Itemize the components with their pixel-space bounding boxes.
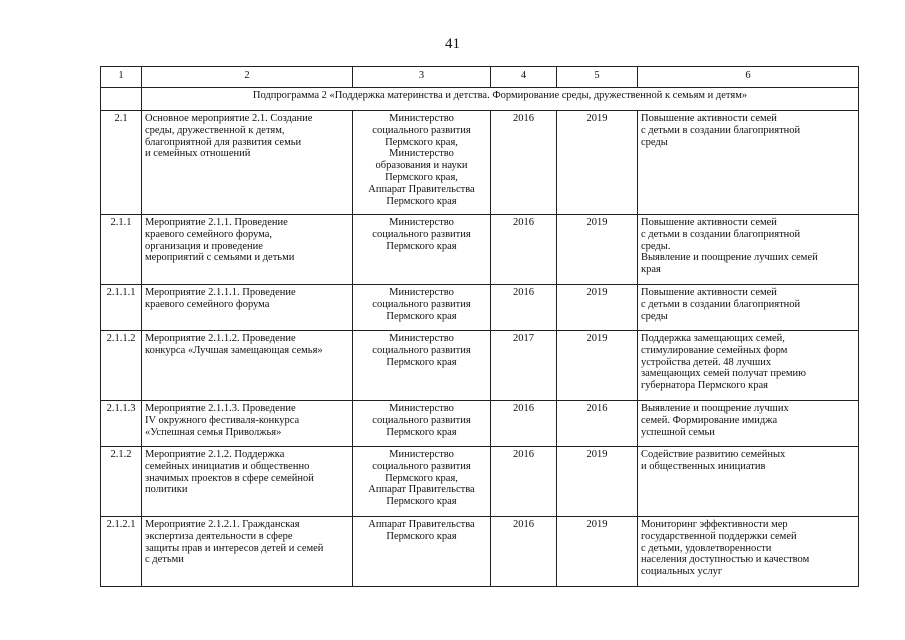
end-year: 2019 <box>557 447 638 517</box>
result-cell <box>638 331 859 401</box>
executor: Министерство социального развития Пермского края, Аппарат Правительства Пермского края <box>368 449 475 508</box>
column-header-6: 6 <box>638 67 859 88</box>
executor: Министерство социального развития Пермского края, Министерство образования и науки Пермского края, Аппарат Правительства Пермского края <box>368 113 475 207</box>
measure-name: Мероприятие 2.1.1.2. Проведение конкурса «Лучшая замещающая семья» <box>145 333 323 356</box>
column-header-2: 2 <box>142 67 353 88</box>
executor-cell <box>353 517 491 587</box>
end-year: 2019 <box>557 285 638 331</box>
executor: Министерство социального развития Пермского края <box>372 217 471 252</box>
end-year: 2019 <box>557 111 638 215</box>
start-year: 2016 <box>491 111 557 215</box>
executor-cell <box>353 285 491 331</box>
page-number: 41 <box>445 36 460 52</box>
executor: Министерство социального развития Пермского края <box>372 403 471 438</box>
subprogram-title: Подпрограмма 2 «Поддержка материнства и детства. Формирование среды, дружественной к семьям и детям» <box>142 88 859 111</box>
table-row <box>101 331 859 401</box>
expected-result: Мониторинг эффективности мер государственной поддержки семей с детьми, удовлетворенности населения доступностью и качеством социальных услуг <box>641 519 810 578</box>
executor: Министерство социального развития Пермского края <box>372 333 471 368</box>
subprogram-empty-cell <box>101 88 142 111</box>
measure-name-cell <box>142 517 353 587</box>
start-year: 2016 <box>491 447 557 517</box>
result-cell <box>638 517 859 587</box>
executor-cell <box>353 447 491 517</box>
start-year: 2016 <box>491 401 557 447</box>
measure-name-cell <box>142 111 353 215</box>
row-number: 2.1.1.3 <box>101 401 142 447</box>
executor: Аппарат Правительства Пермского края <box>368 519 475 542</box>
table-row <box>101 215 859 285</box>
subprogram-row <box>101 88 859 111</box>
end-year: 2019 <box>557 331 638 401</box>
row-number: 2.1.1 <box>101 215 142 285</box>
start-year: 2016 <box>491 285 557 331</box>
header-row <box>101 67 859 88</box>
executor-cell <box>353 331 491 401</box>
executor-cell <box>353 401 491 447</box>
executor: Министерство социального развития Пермского края <box>372 287 471 322</box>
table-row <box>101 447 859 517</box>
row-number: 2.1.2.1 <box>101 517 142 587</box>
result-cell <box>638 447 859 517</box>
column-header-5: 5 <box>557 67 638 88</box>
measure-name: Мероприятие 2.1.1.1. Проведение краевого семейного форума <box>145 287 296 310</box>
result-cell <box>638 285 859 331</box>
executor-cell <box>353 111 491 215</box>
executor-cell <box>353 215 491 285</box>
measure-name-cell <box>142 447 353 517</box>
end-year: 2016 <box>557 401 638 447</box>
expected-result: Поддержка замещающих семей, стимулирование семейных форм устройства детей. 48 лучших замещающих семей получат премию губернатора Пермского края <box>641 333 807 392</box>
expected-result: Выявление и поощрение лучших семей. Формирование имиджа успешной семьи <box>641 403 789 438</box>
measure-name-cell <box>142 215 353 285</box>
start-year: 2017 <box>491 331 557 401</box>
row-number: 2.1.2 <box>101 447 142 517</box>
table-row <box>101 111 859 215</box>
start-year: 2016 <box>491 517 557 587</box>
program-table <box>100 66 859 587</box>
table-row <box>101 517 859 587</box>
measure-name: Мероприятие 2.1.2.1. Гражданская экспертиза деятельности в сфере защиты прав и интересов детей и семей с детьми <box>145 519 324 566</box>
expected-result: Повышение активности семей с детьми в создании благоприятной среды <box>641 113 801 148</box>
column-header-4: 4 <box>491 67 557 88</box>
measure-name: Основное мероприятие 2.1. Создание среды, дружественной к детям, благоприятной для развития семьи и семейных отношений <box>145 113 313 160</box>
measure-name-cell <box>142 285 353 331</box>
table-row <box>101 401 859 447</box>
measure-name-cell <box>142 401 353 447</box>
table-row <box>101 285 859 331</box>
expected-result: Повышение активности семей с детьми в создании благоприятной среды <box>641 287 801 322</box>
row-number: 2.1.1.2 <box>101 331 142 401</box>
result-cell <box>638 215 859 285</box>
end-year: 2019 <box>557 215 638 285</box>
start-year: 2016 <box>491 215 557 285</box>
measure-name: Мероприятие 2.1.1.3. Проведение IV окружного фестиваля-конкурса «Успешная семья Приволжья» <box>145 403 300 438</box>
measure-name: Мероприятие 2.1.1. Проведение краевого семейного форума, организация и проведение мероприятий с семьями и детьми <box>145 217 295 264</box>
result-cell <box>638 111 859 215</box>
expected-result: Повышение активности семей с детьми в создании благоприятной среды. Выявление и поощрение лучших семей края <box>641 217 818 276</box>
expected-result: Содействие развитию семейных и общественных инициатив <box>641 449 786 472</box>
column-header-3: 3 <box>353 67 491 88</box>
measure-name: Мероприятие 2.1.2. Поддержка семейных инициатив и общественно значимых проектов в сфере семейной политики <box>145 449 314 496</box>
measure-name-cell <box>142 331 353 401</box>
end-year: 2019 <box>557 517 638 587</box>
result-cell <box>638 401 859 447</box>
row-number: 2.1.1.1 <box>101 285 142 331</box>
row-number: 2.1 <box>101 111 142 215</box>
column-header-1: 1 <box>101 67 142 88</box>
